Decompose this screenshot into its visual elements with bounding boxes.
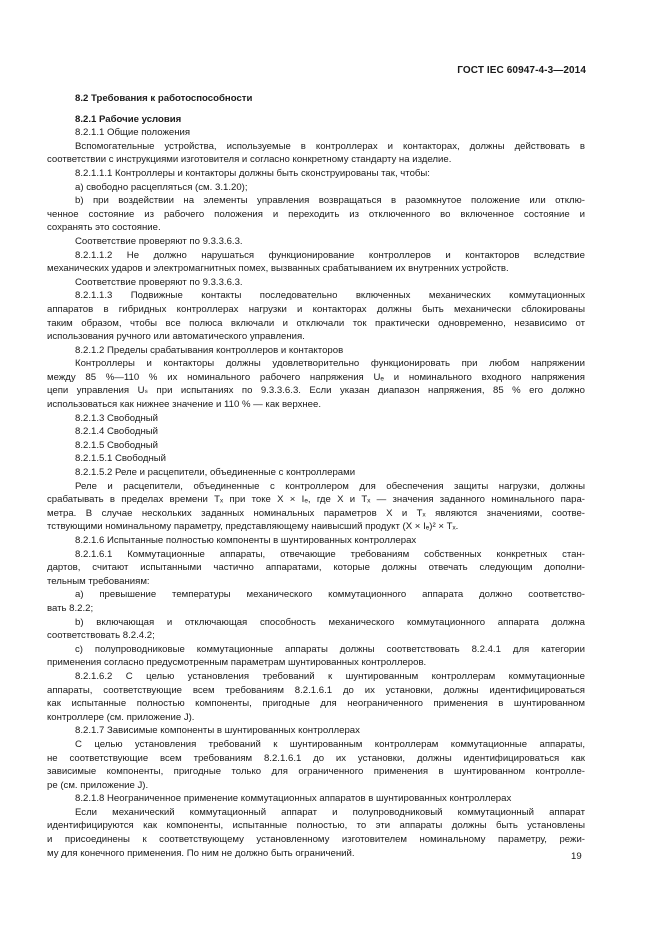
text-line: ченное состояние из рабочего положения и переходить из отключенного во включенное состояние и bbox=[47, 208, 585, 220]
text-line: тствующими номинальному параметру, представляющему наивысший продукт (X × Iₑ)² × Tₓ. bbox=[47, 521, 459, 533]
text-line: С целью установления требований к шунтированным контроллерам коммутационные аппараты, bbox=[75, 738, 585, 750]
text-line: между 85 %—110 % их номинального рабочего напряжения Uₑ и номинального входного напряжения bbox=[47, 371, 585, 383]
text-line: аппаратов в гибридных контроллерах нагрузки и контакторах должны быть механически сблокированы bbox=[47, 303, 585, 315]
text-line: му для конечного применения. По ним не должно быть ограничений. bbox=[47, 847, 355, 859]
text-line: 8.2.1.1.3 Подвижные контакты последовательно включенных механических коммутационных bbox=[75, 290, 585, 302]
text-line: 8.2.1.1 Общие положения bbox=[75, 127, 191, 139]
text-line: 8.2.1.6 Испытанные полностью компоненты в шунтированных контроллерах bbox=[75, 535, 417, 546]
text-line: 8.2.1.8 Неограниченное применение коммутационных аппаратов в шунтированных контроллерах bbox=[75, 793, 512, 805]
document-header: ГОСТ IEC 60947-4-3—2014 bbox=[457, 65, 586, 76]
text-line: Если механический коммутационный аппарат и полупроводниковый коммутационный аппарат bbox=[75, 806, 585, 818]
text-line: 8.2.1.5.1 Свободный bbox=[75, 453, 167, 465]
text-line: Соответствие проверяют по 9.3.3.6.3. bbox=[75, 276, 243, 288]
text-line: b) включающая и отключающая способность механического коммутационного аппарата должна bbox=[75, 616, 585, 628]
text-line: контроллере (см. приложение J). bbox=[47, 711, 195, 723]
text-line: 8.2.1.1.2 Не должно нарушаться функционирование контроллеров и контакторов вследствие bbox=[75, 249, 585, 261]
text-line: b) при воздействии на элементы управления возвращаться в разомкнутое положение или отклю- bbox=[75, 195, 585, 207]
text-line: аппараты, соответствующие всем требованиям 8.2.1.6.1 до их установки, должны идентифицироваться bbox=[47, 684, 585, 696]
text-line: Соответствие проверяют по 9.3.3.6.3. bbox=[75, 235, 243, 247]
text-line: тельным требованиям: bbox=[47, 575, 150, 587]
text-line: ре (см. приложение J). bbox=[47, 779, 149, 791]
text-line: Вспомогательные устройства, используемые в контроллерах и контакторах, должны действовать в bbox=[75, 140, 585, 152]
text-line: 8.2 Требования к работоспособности bbox=[75, 93, 253, 104]
text-line: не соответствующие всем требованиям 8.2.1.6.1 до их установки, должны идентифицироваться как bbox=[47, 752, 585, 764]
text-line: 8.2.1.2 Пределы срабатывания контроллеров и контакторов bbox=[75, 344, 344, 356]
text-line: 8.2.1.3 Свободный bbox=[75, 412, 159, 424]
text-line: соответствии с инструкциями изготовителя и согласно конкретному стандарту на изделие. bbox=[47, 154, 452, 166]
text-line: c) полупроводниковые коммутационные аппараты должны соответствовать 8.2.4.1 для категории bbox=[75, 643, 585, 655]
text-line: таким образом, чтобы все полюса включали и отключали ток практически одновременно, независимо от bbox=[47, 317, 585, 329]
text-line: как испытанные полностью компоненты, пригодные для неограниченного применения в шунтированном bbox=[47, 698, 585, 710]
document-body bbox=[47, 92, 585, 860]
text-line: срабатывать в пределах времени Tₓ при токе X × Iₑ, где X и Tₓ — значения заданного номинального пара- bbox=[47, 494, 585, 506]
text-line: Контроллеры и контакторы должны удовлетворительно функционировать при любом напряжении bbox=[75, 358, 585, 370]
text-line: метра. В случае нескольких заданных номинальных параметров X и Tₓ являются значениями, соотве- bbox=[47, 507, 585, 519]
text-line: 8.2.1.5 Свободный bbox=[75, 439, 159, 451]
text-line: дартов, считают испытанными частично аппаратами, которые должны отвечать следующим дополни- bbox=[47, 562, 585, 574]
text-line: a) превышение температуры механического коммутационного аппарата должно соответство- bbox=[75, 589, 585, 601]
text-line: и присоединены к соответствующему установленному изготовителем номинальному параметру, режи- bbox=[47, 834, 585, 846]
text-line: Реле и расцепители, объединенные с контроллером для обеспечения защиты нагрузки, должны bbox=[75, 480, 585, 492]
text-line: использоваться как нижнее значение и 110 % — как верхнее. bbox=[47, 399, 322, 411]
text-line: 8.2.1 Рабочие условия bbox=[75, 113, 182, 125]
text-line: 8.2.1.6.2 С целью установления требований к шунтированным контроллерам коммутационные bbox=[75, 670, 585, 682]
text-line: 8.2.1.5.2 Реле и расцепители, объединенные с контроллерами bbox=[75, 467, 356, 479]
text-line: 8.2.1.6.1 Коммутационные аппараты, отвечающие требованиям собственных конкретных стан- bbox=[75, 548, 585, 560]
text-line: цепи управления Uₛ при испытаниях по 9.3.3.6.3. Если указан диапазон напряжения, 85 % его должно bbox=[47, 385, 585, 397]
text-line: вать 8.2.2; bbox=[47, 602, 94, 614]
text-line: идентифицируются как компоненты, испытанные полностью, то эти аппараты должны быть установлены bbox=[47, 820, 585, 832]
text-line: механических ударов и электромагнитных помех, вызванных срабатыванием их внутренних устройств. bbox=[47, 263, 509, 275]
text-line: 8.2.1.4 Свободный bbox=[75, 426, 159, 438]
text-line: сохранять это состояние. bbox=[47, 222, 161, 234]
text-line: a) свободно расцепляться (см. 3.1.20); bbox=[75, 181, 248, 193]
text-line: 8.2.1.7 Зависимые компоненты в шунтированных контроллерах bbox=[75, 725, 360, 737]
text-line: соответствовать 8.2.4.2; bbox=[47, 630, 155, 642]
text-line: применения согласно предусмотренным параметрам шунтированных контроллеров. bbox=[47, 657, 427, 669]
text-line: использования ручного или автоматического управления. bbox=[47, 331, 305, 343]
page-number: 19 bbox=[571, 851, 582, 862]
text-line: 8.2.1.1.1 Контроллеры и контакторы должны быть сконструированы так, чтобы: bbox=[75, 167, 430, 179]
text-line: зависимые компоненты, пригодные только для ограниченного применения в шунтированном контролле- bbox=[47, 766, 585, 778]
